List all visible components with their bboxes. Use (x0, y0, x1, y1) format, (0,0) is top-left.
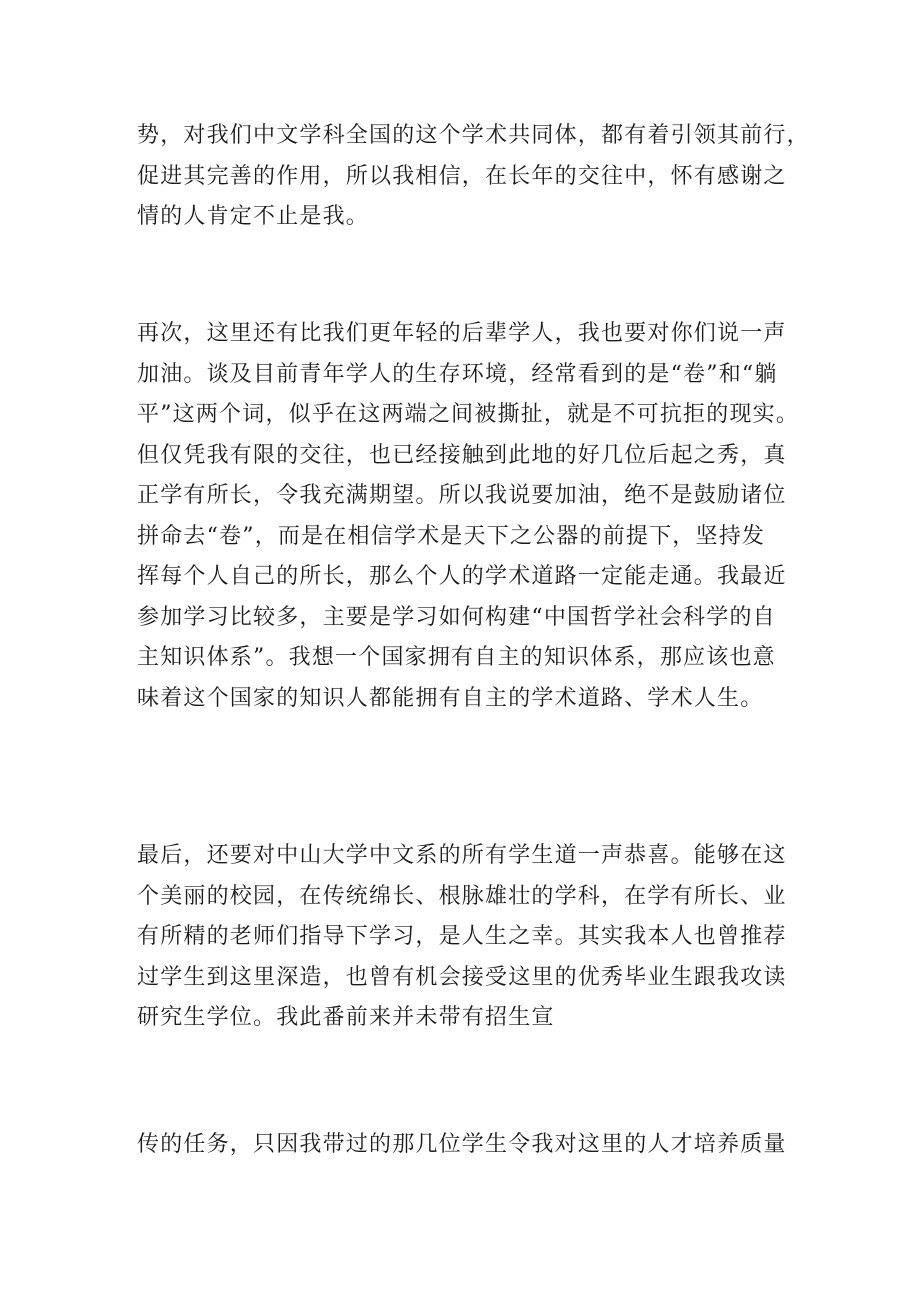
paragraph-3 (137, 836, 797, 1039)
text-line: 势，对我们中文学科全国的这个学术共同体，都有着引领其前行， (137, 123, 810, 148)
text-line: 有所精的老师们指导下学习，是人生之幸。其实我本人也曾推荐 (137, 924, 787, 949)
text-line: 味着这个国家的知识人都能拥有自主的学术道路、学术人生。 (137, 685, 764, 711)
text-line: 参加学习比较多，主要是学习如何构建“中国哲学社会科学的自 (137, 604, 776, 630)
text-line: 加油。谈及目前青年学人的生存环境，经常看到的是“卷”和“躺 (137, 361, 778, 387)
text-line: 挥每个人自己的所长，那么个人的学术道路一定能走通。我最近 (137, 564, 787, 589)
text-line: 再次，这里还有比我们更年轻的后辈学人，我也要对你们说一声 (137, 321, 787, 346)
text-line: 情的人肯定不止是我。 (137, 204, 370, 229)
text-line: 正学有所长，令我充满期望。所以我说要加油，绝不是鼓励诸位 (137, 483, 787, 508)
text-line: 主知识体系”。我想一个国家拥有自主的知识体系，那应该也意 (137, 645, 776, 670)
text-line: 最后，还要对中山大学中文系的所有学生道一声恭喜。能够在这 (137, 843, 787, 868)
text-line: 过学生到这里深造，也曾有机会接受这里的优秀毕业生跟我攻读 (137, 964, 787, 990)
paragraph-1 (137, 116, 810, 238)
text-line: 拼命去“卷”，而是在相信学术是天下之公器的前提下，坚持发 (137, 523, 766, 549)
text-line: 促进其完善的作用，所以我相信，在长年的交往中，怀有感谢之 (137, 163, 787, 189)
paragraph-2 (137, 314, 800, 719)
text-line: 平”这两个词，似乎在这两端之间被撕扯，就是不可抗拒的现实。 (137, 402, 800, 427)
text-line: 研究生学位。我此番前来并未带有招生宣 (137, 1005, 555, 1030)
text-line: 传的任务，只因我带过的那几位学生令我对这里的人才培养质量 (137, 1132, 787, 1157)
paragraph-4 (137, 1125, 797, 1166)
text-line: 但仅凭我有限的交往，也已经接触到此地的好几位后起之秀，真 (137, 442, 787, 468)
text-line: 个美丽的校园，在传统绵长、根脉雄壮的学科，在学有所长、业 (137, 883, 787, 909)
